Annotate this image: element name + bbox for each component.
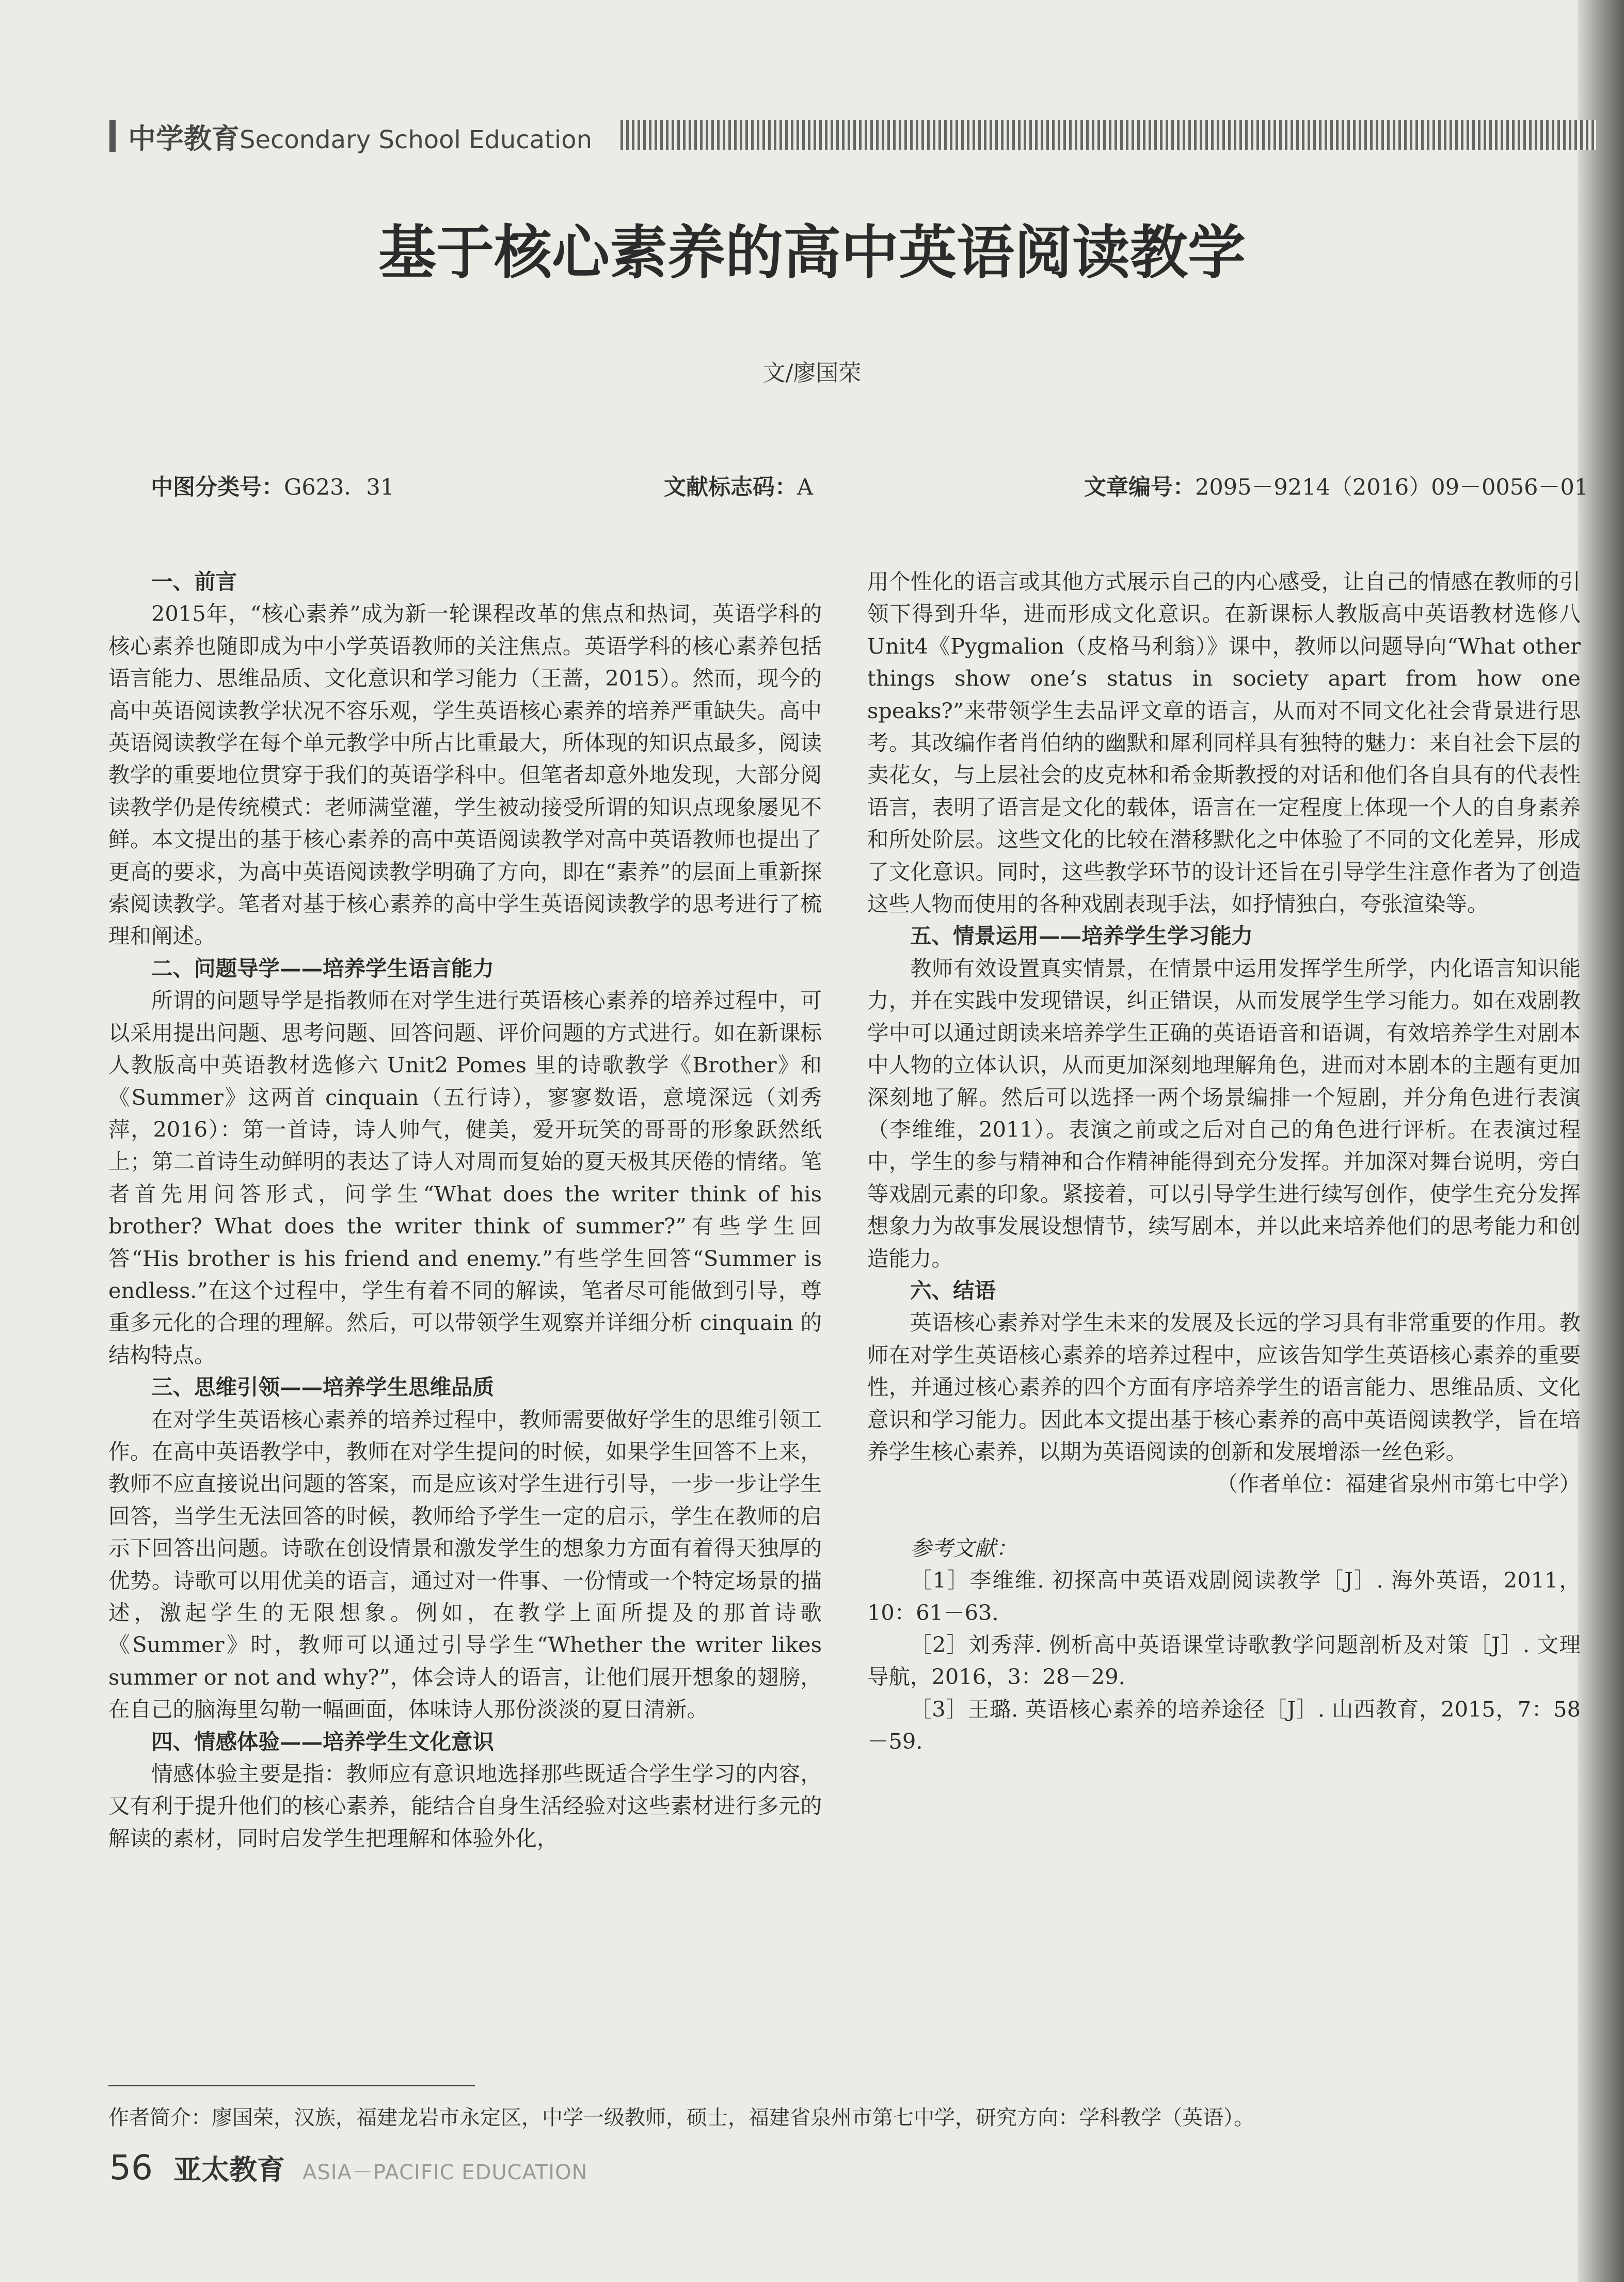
section-header (109, 117, 1596, 153)
section-heading: 三、思维引领——培养学生思维品质 (151, 1374, 495, 1400)
section-heading: 二、问题导学——培养学生语言能力 (151, 955, 495, 981)
article-id-value: 2095－9214（2016）09－0056－01 (1195, 474, 1589, 500)
reference-item: ［3］王璐. 英语核心素养的培养途径［J］. 山西教育，2015，7：58－59. (867, 1696, 1581, 1754)
page-footer (109, 2148, 587, 2188)
section-heading: 五、情景运用——培养学生学习能力 (910, 923, 1253, 949)
journal-name-en: ASIA－PACIFIC EDUCATION (302, 2161, 588, 2184)
body-column-left (108, 566, 822, 1855)
clc-value: G623．31 (284, 474, 395, 500)
body-column-right (867, 566, 1581, 1758)
article-id-label: 文章编号： (1084, 474, 1195, 500)
section-title-cn: 中学教育 (128, 122, 240, 155)
clc-number (151, 470, 394, 501)
reference-item: ［2］刘秀萍. 例析高中英语课堂诗歌教学问题剖析及对策［J］. 文理导航，2016，3：28－29. (867, 1632, 1581, 1690)
reference-item: ［1］李维维. 初探高中英语戏剧阅读教学［J］. 海外英语，2011，10：61－63. (867, 1567, 1581, 1625)
section-heading: 四、情感体验——培养学生文化意识 (151, 1729, 495, 1754)
clc-label: 中图分类号： (151, 474, 284, 500)
author-byline: 文/廖国荣 (762, 360, 862, 386)
body-paragraph: 教师有效设置真实情景，在情景中运用发挥学生所学，内化语言知识能力，并在实践中发现错误，纠正错误，从而发展学生学习能力。如在戏剧教学中可以通过朗读来培养学生正确的英语语音和语调，有效培养学生对剧本中人物的立体认识，从而更加深刻地理解角色，进而对本剧本的主题有更加深刻地了解。然后可以选择一两个场景编排一个短剧，并分角色进行表演（李维维，2011）。表演之前或之后对自己的角色进行评析。在表演过程中，学生的参与精神和合作精神能得到充分发挥。并加深对舞台说明，旁白等戏剧元素的印象。紧接着，可以引导学生进行续写创作，使学生充分发挥想象力为故事发展设想情节，续写剧本，并以此来培养他们的思考能力和创造能力。 (867, 955, 1581, 1271)
section-title (128, 117, 592, 156)
author-footnote: 作者简介：廖国荣，汉族，福建龙岩市永定区，中学一级教师，硕士，福建省泉州市第七中学，研究方向：学科教学（英语）。 (108, 2106, 1254, 2130)
section-heading: 六、结语 (910, 1277, 996, 1303)
section-title-en: Secondary School Education (240, 125, 593, 154)
article-title: 基于核心素养的高中英语阅读教学 (378, 219, 1246, 287)
section-heading: 一、前言 (151, 569, 237, 594)
page-edge-shadow (1578, 0, 1624, 2282)
page-number: 56 (109, 2148, 153, 2188)
spacer (867, 1500, 1581, 1532)
header-hatch-band (620, 120, 1596, 150)
doc-code-value: A (797, 474, 814, 500)
journal-name-cn: 亚太教育 (173, 2153, 285, 2186)
author-affiliation: （作者单位：福建省泉州市第七中学） (1216, 1471, 1581, 1497)
body-paragraph: 所谓的问题导学是指教师在对学生进行英语核心素养的培养过程中，可以采用提出问题、思考问题、回答问题、评价问题的方式进行。如在新课标人教版高中英语教材选修六 Unit2 Pomes 里的诗歌教学《Brother》和《Summer》这两首 cinquain（五行诗），寥寥数语，意境深远（刘秀萍，2016）：第一首诗，诗人帅气，健美，爱开玩笑的哥哥的形象跃然纸上；第二首诗生动鲜明的表达了诗人对周而复始的夏天极其厌倦的情绪。笔者首先用问答形式，问学生“What does the writer think of his brother? What does the writer think of summer?”有些学生回答“His brother is his friend and enemy.”有些学生回答“Summer is endless.”在这个过程中，学生有着不同的解读，笔者尽可能做到引导，尊重多元化的合理的理解。然后，可以带领学生观察并详细分析 cinquain 的结构特点。 (108, 988, 822, 1368)
doc-code-label: 文献标志码： (664, 474, 797, 500)
continued-paragraph: 用个性化的语言或其他方式展示自己的内心感受，让自己的情感在教师的引领下得到升华，进而形成文化意识。在新课标人教版高中英语教材选修八 Unit4《Pygmalion（皮格马利翁）》课中，教师以问题导向“What other things show one’s status in society apart from how one speaks?”来带领学生去品评文章的语言，从而对不同文化社会背景进行思考。其改编作者肖伯纳的幽默和犀利同样具有独特的魅力：来自社会下层的卖花女，与上层社会的皮克林和希金斯教授的对话和他们各自具有的代表性语言，表明了语言是文化的载体，语言在一定程度上体现一个人的自身素养和所处阶层。这些文化的比较在潜移默化之中体验了不同的文化差异，形成了文化意识。同时，这些教学环节的设计还旨在引导学生注意作者为了创造这些人物而使用的各种戏剧表现手法，如抒情独白，夸张渲染等。 (867, 569, 1581, 917)
body-paragraph: 在对学生英语核心素养的培养过程中，教师需要做好学生的思维引领工作。在高中英语教学中，教师在对学生提问的时候，如果学生回答不上来，教师不应直接说出问题的答案，而是应该对学生进行引导，一步一步让学生回答，当学生无法回答的时候，教师给予学生一定的启示，学生在教师的启示下回答出问题。诗歌在创设情景和激发学生的想象力方面有着得天独厚的优势。诗歌可以用优美的语言，通过对一件事、一份情或一个特定场景的描述，激起学生的无限想象。例如，在教学上面所提及的那首诗歌《Summer》时，教师可以通过引导学生“Whether the writer likes summer or not and why?”，体会诗人的语言，让他们展开想象的翅膀，在自己的脑海里勾勒一幅画面，体味诗人那份淡淡的夏日清新。 (108, 1406, 822, 1722)
references-heading: 参考文献： (910, 1535, 1017, 1561)
body-paragraph: 情感体验主要是指：教师应有意识地选择那些既适合学生学习的内容，又有利于提升他们的核心素养，能结合自身生活经验对这些素材进行多元的解读的素材，同时启发学生把理解和体验外化， (108, 1761, 822, 1851)
document-code (664, 470, 813, 501)
body-paragraph: 2015年，“核心素养”成为新一轮课程改革的焦点和热词，英语学科的核心素养也随即成为中小学英语教师的关注焦点。英语学科的核心素养包括语言能力、思维品质、文化意识和学习能力（王蔷，2015）。然而，现今的高中英语阅读教学状况不容乐观，学生英语核心素养的培养严重缺失。高中英语阅读教学在每个单元教学中所占比重最大，所体现的知识点最多，阅读教学的重要地位贯穿于我们的英语学科中。但笔者却意外地发现，大部分阅读教学仍是传统模式：老师满堂灌，学生被动接受所谓的知识点现象屡见不鲜。本文提出的基于核心素养的高中英语阅读教学对高中英语教师也提出了更高的要求，为高中英语阅读教学明确了方向，即在“素养”的层面上重新探索阅读教学。笔者对基于核心素养的高中学生英语阅读教学的思考进行了梳理和阐述。 (108, 601, 822, 949)
footnote-rule (108, 2085, 475, 2086)
header-rule (109, 120, 116, 152)
article-id (1084, 470, 1588, 501)
body-paragraph: 英语核心素养对学生未来的发展及长远的学习具有非常重要的作用。教师在对学生英语核心素养的培养过程中，应该告知学生英语核心素养的重要性，并通过核心素养的四个方面有序培养学生的语言能力、思维品质、文化意识和学习能力。因此本文提出基于核心素养的高中英语阅读教学，旨在培养学生核心素养，以期为英语阅读的创新和发展增添一丝色彩。 (867, 1310, 1581, 1464)
